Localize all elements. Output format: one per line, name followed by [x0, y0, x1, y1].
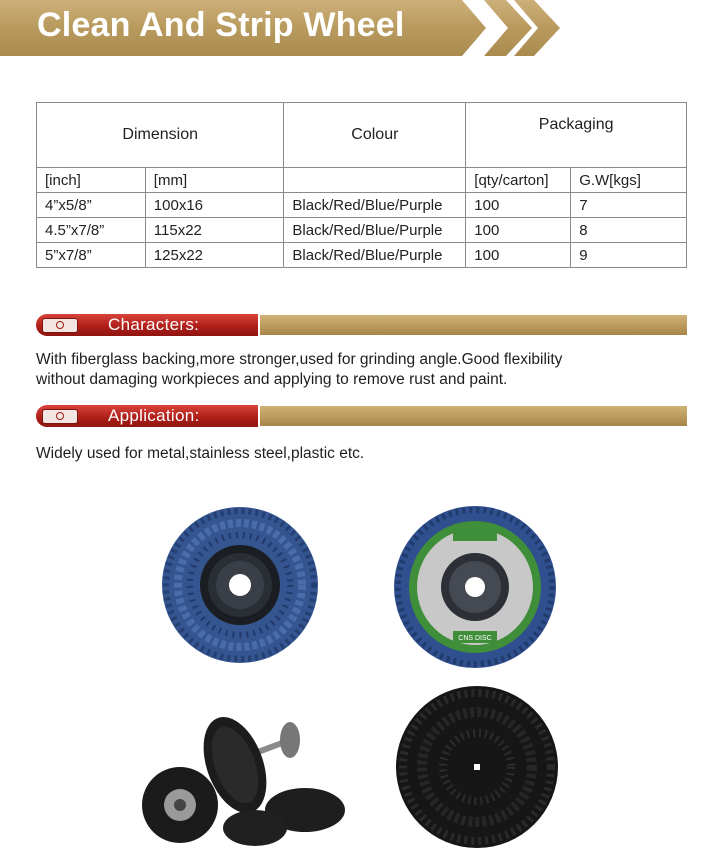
- mm-header: [mm]: [145, 168, 284, 193]
- characters-text: [36, 350, 696, 390]
- cell-qty: 100: [466, 218, 571, 243]
- characters-gold-bar: [260, 315, 687, 335]
- colour-subheader-empty: [284, 168, 466, 193]
- inch-header: [inch]: [37, 168, 146, 193]
- cell-qty: 100: [466, 243, 571, 268]
- application-label: Application:: [108, 406, 200, 425]
- colour-header: Colour: [284, 103, 466, 168]
- cell-inch: 5”x7/8”: [37, 243, 146, 268]
- cell-colour: Black/Red/Blue/Purple: [284, 243, 466, 268]
- labeled-wheel-photo: [393, 505, 558, 670]
- application-section-bar: [36, 405, 687, 427]
- dimension-header: Dimension: [37, 103, 284, 168]
- page-title: Clean And Strip Wheel: [37, 6, 405, 44]
- cell-mm: 125x22: [145, 243, 284, 268]
- characters-section-bar: [36, 314, 687, 336]
- table-row: [37, 218, 687, 243]
- characters-text-line2: without damaging workpieces and applying to remove rust and paint.: [36, 371, 508, 388]
- cell-inch: 4”x5/8”: [37, 193, 146, 218]
- qty-header: [qty/carton]: [466, 168, 571, 193]
- gw-header: G.W[kgs]: [571, 168, 687, 193]
- blue-wheel-photo: [160, 505, 320, 665]
- cell-inch: 4.5”x7/8”: [37, 218, 146, 243]
- cell-colour: Black/Red/Blue/Purple: [284, 193, 466, 218]
- black-wheel-photo: [395, 685, 560, 850]
- cell-mm: 115x22: [145, 218, 284, 243]
- packaging-header: Packaging: [466, 103, 687, 168]
- badge-icon: [42, 409, 78, 424]
- badge-icon: [42, 318, 78, 333]
- cell-mm: 100x16: [145, 193, 284, 218]
- mixed-wheels-photo: [140, 700, 350, 850]
- cell-gw: 7: [571, 193, 687, 218]
- spec-table: [36, 102, 687, 268]
- table-group-header-row: [37, 103, 687, 168]
- characters-text-line1: With fiberglass backing,more stronger,used for grinding angle.Good flexibility: [36, 351, 563, 368]
- cell-colour: Black/Red/Blue/Purple: [284, 218, 466, 243]
- title-banner: [0, 0, 562, 56]
- table-row: [37, 243, 687, 268]
- characters-label: Characters:: [108, 315, 200, 334]
- disc-label-text: CNS DISC: [458, 635, 492, 642]
- application-red-tab: [36, 405, 258, 427]
- application-gold-bar: [260, 406, 687, 426]
- cell-gw: 9: [571, 243, 687, 268]
- application-text: Widely used for metal,stainless steel,plastic etc.: [36, 445, 365, 462]
- characters-red-tab: [36, 314, 258, 336]
- cell-gw: 8: [571, 218, 687, 243]
- cell-qty: 100: [466, 193, 571, 218]
- table-row: [37, 193, 687, 218]
- table-sub-header-row: [37, 168, 687, 193]
